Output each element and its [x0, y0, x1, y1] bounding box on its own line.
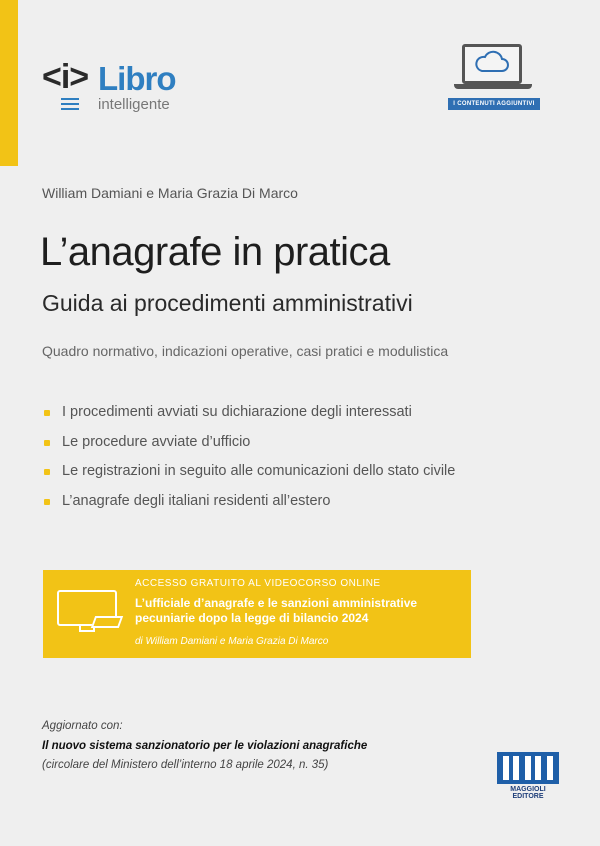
laptop-icon [462, 44, 522, 84]
publisher-logo [497, 752, 559, 800]
book-subtitle: Guida ai procedimenti amministrativi [42, 290, 413, 316]
topic-item: L’anagrafe degli italiani residenti all’estero [42, 493, 562, 523]
promo-header: ACCESSO GRATUITO AL VIDEOCORSO ONLINE [135, 578, 381, 589]
promo-title: L’ufficiale d’anagrafe e le sanzioni amministrative pecuniarie dopo la legge di bilancio 2024 [135, 596, 418, 625]
topic-item: Le registrazioni in seguito alle comunicazioni dello stato civile [42, 463, 562, 493]
badge-label: I CONTENUTI AGGIUNTIVI [448, 98, 540, 110]
promo-authors: di William Damiani e Maria Grazia Di Marco [135, 636, 329, 647]
laptop-base [454, 84, 532, 89]
update-label: Aggiornato con: [42, 720, 123, 732]
online-content-badge [448, 44, 540, 114]
publisher-name: MAGGIOLI EDITORE [510, 786, 546, 800]
ilibro-logo [42, 58, 202, 118]
update-title: Il nuovo sistema sanzionatorio per le violazioni anagrafiche [42, 740, 368, 752]
book-authors: William Damiani e Maria Grazia Di Marco [42, 185, 298, 201]
logo-brackets: <i> [42, 58, 89, 96]
topic-item: I procedimenti avviati su dichiarazione degli interessati [42, 404, 562, 434]
graduation-cap-icon [91, 616, 123, 628]
update-reference: (circolare del Ministero dell’interno 18 aprile 2024, n. 35) [42, 759, 329, 771]
videocourse-promo-box [43, 570, 471, 658]
book-tagline: Quadro normativo, indicazioni operative, casi pratici e modulistica [42, 343, 449, 359]
logo-word: Libro [98, 60, 176, 97]
yellow-side-strip [0, 0, 18, 166]
logo-lines-icon [61, 98, 79, 113]
cloud-icon [465, 47, 519, 81]
logo-subtitle: intelligente [98, 96, 170, 113]
topics-list [42, 404, 562, 522]
book-title: L’anagrafe in pratica [40, 230, 390, 274]
video-course-icon [57, 590, 123, 636]
topic-item: Le procedure avviate d’ufficio [42, 434, 562, 464]
publisher-mark-icon [497, 752, 559, 784]
